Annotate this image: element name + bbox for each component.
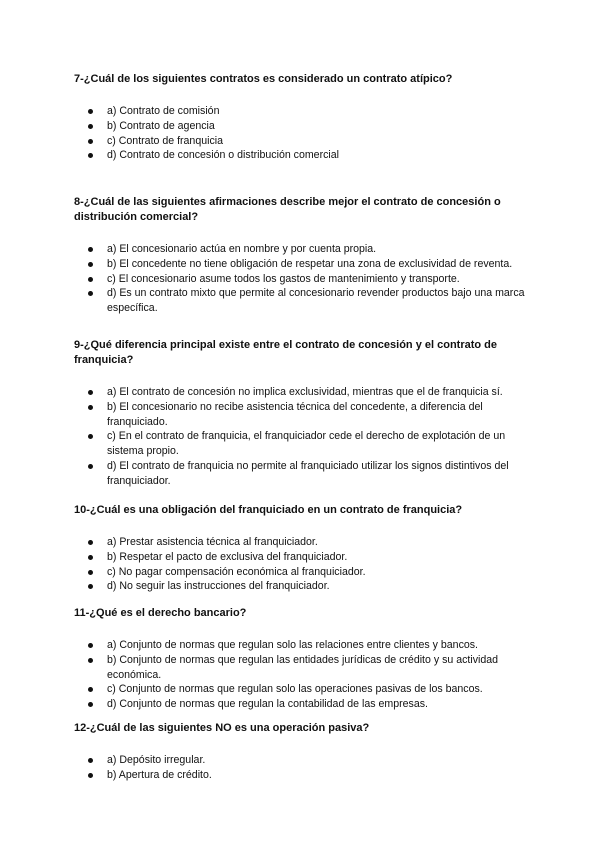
option-text: d) Conjunto de normas que regulan la contabilidad de las empresas. — [107, 698, 428, 711]
answer-options — [74, 104, 530, 163]
option-item — [74, 638, 530, 653]
option-text: c) Conjunto de normas que regulan solo las operaciones pasivas de los bancos. — [107, 683, 483, 696]
question-12 — [74, 721, 530, 783]
option-item — [74, 579, 530, 594]
bullet-icon — [88, 758, 93, 763]
bullet-icon — [88, 658, 93, 663]
option-item — [74, 272, 530, 287]
option-text: d) Es un contrato mixto que permite al concesionario revender productos bajo una marca específica. — [107, 287, 525, 315]
option-text: a) Conjunto de normas que regulan solo las relaciones entre clientes y bancos. — [107, 639, 478, 651]
question-title: 12-¿Cuál de las siguientes NO es una operación pasiva? — [74, 722, 370, 734]
option-text: a) Prestar asistencia técnica al franquiciador. — [107, 536, 318, 548]
question-7 — [74, 72, 530, 195]
answer-options — [74, 753, 530, 783]
bullet-icon — [88, 291, 93, 296]
option-text: a) El contrato de concesión no implica exclusividad, mientras que el de franquicia sí. — [107, 386, 503, 398]
bullet-icon — [88, 643, 93, 648]
option-text: b) El concedente no tiene obligación de respetar una zona de exclusividad de reventa. — [107, 257, 513, 270]
option-text: c) No pagar compensación económica al franquiciador. — [107, 565, 366, 578]
option-text: b) El concesionario no recibe asistencia técnica del concedente, a diferencia del franquiciado. — [107, 400, 483, 428]
option-item — [74, 459, 530, 489]
answer-options — [74, 535, 530, 594]
option-item — [74, 400, 530, 430]
bullet-icon — [88, 570, 93, 575]
option-item — [74, 134, 530, 149]
question-title: 10-¿Cuál es una obligación del franquiciado en un contrato de franquicia? — [74, 504, 463, 516]
question-title: 8-¿Cuál de las siguientes afirmaciones describe mejor el contrato de concesión o distribución comercial? — [74, 196, 501, 223]
option-item — [74, 119, 530, 134]
option-item — [74, 104, 530, 119]
option-text: d) Contrato de concesión o distribución comercial — [107, 149, 340, 162]
bullet-icon — [88, 584, 93, 589]
option-text: c) En el contrato de franquicia, el franquiciador cede el derecho de explotación de un sistema propio. — [107, 430, 506, 458]
option-text: b) Conjunto de normas que regulan las entidades jurídicas de crédito y su actividad económica. — [107, 653, 499, 681]
option-item — [74, 429, 530, 459]
option-item — [74, 550, 530, 565]
answer-options — [74, 242, 530, 316]
question-10 — [74, 503, 530, 606]
option-item — [74, 697, 530, 712]
option-text: c) El concesionario asume todos los gastos de mantenimiento y transporte. — [107, 272, 460, 285]
option-item — [74, 257, 530, 272]
bullet-icon — [88, 153, 93, 158]
bullet-icon — [88, 687, 93, 692]
option-item — [74, 565, 530, 580]
question-11 — [74, 606, 530, 721]
option-item — [74, 653, 530, 683]
bullet-icon — [88, 109, 93, 114]
bullet-icon — [88, 555, 93, 560]
bullet-icon — [88, 124, 93, 129]
option-text: d) El contrato de franquicia no permite al franquiciado utilizar los signos distintivos del franquiciador. — [107, 459, 509, 487]
option-text: a) Depósito irregular. — [107, 754, 206, 766]
option-text: b) Respetar el pacto de exclusiva del franquiciador. — [107, 550, 348, 563]
option-text: c) Contrato de franquicia — [107, 134, 224, 147]
option-text: a) Contrato de comisión — [107, 105, 220, 117]
option-item — [74, 242, 530, 257]
bullet-icon — [88, 702, 93, 707]
option-item — [74, 385, 530, 400]
option-item — [74, 148, 530, 163]
question-9 — [74, 338, 530, 503]
bullet-icon — [88, 262, 93, 267]
bullet-icon — [88, 773, 93, 778]
bullet-icon — [88, 390, 93, 395]
bullet-icon — [88, 277, 93, 282]
option-item — [74, 768, 530, 783]
option-item — [74, 535, 530, 550]
option-text: b) Apertura de crédito. — [107, 768, 212, 781]
bullet-icon — [88, 434, 93, 439]
option-item — [74, 682, 530, 697]
question-8 — [74, 195, 530, 338]
answer-options — [74, 638, 530, 712]
option-text: b) Contrato de agencia — [107, 119, 215, 132]
option-text: a) El concesionario actúa en nombre y por cuenta propia. — [107, 243, 377, 255]
option-item — [74, 286, 530, 316]
bullet-icon — [88, 405, 93, 410]
bullet-icon — [88, 464, 93, 469]
question-title: 9-¿Qué diferencia principal existe entre el contrato de concesión y el contrato de franquicia? — [74, 339, 498, 366]
question-title: 11-¿Qué es el derecho bancario? — [74, 607, 247, 619]
question-title: 7-¿Cuál de los siguientes contratos es considerado un contrato atípico? — [74, 73, 453, 85]
answer-options — [74, 385, 530, 489]
bullet-icon — [88, 247, 93, 252]
bullet-icon — [88, 139, 93, 144]
option-item — [74, 753, 530, 768]
option-text: d) No seguir las instrucciones del franquiciador. — [107, 580, 330, 593]
bullet-icon — [88, 540, 93, 545]
